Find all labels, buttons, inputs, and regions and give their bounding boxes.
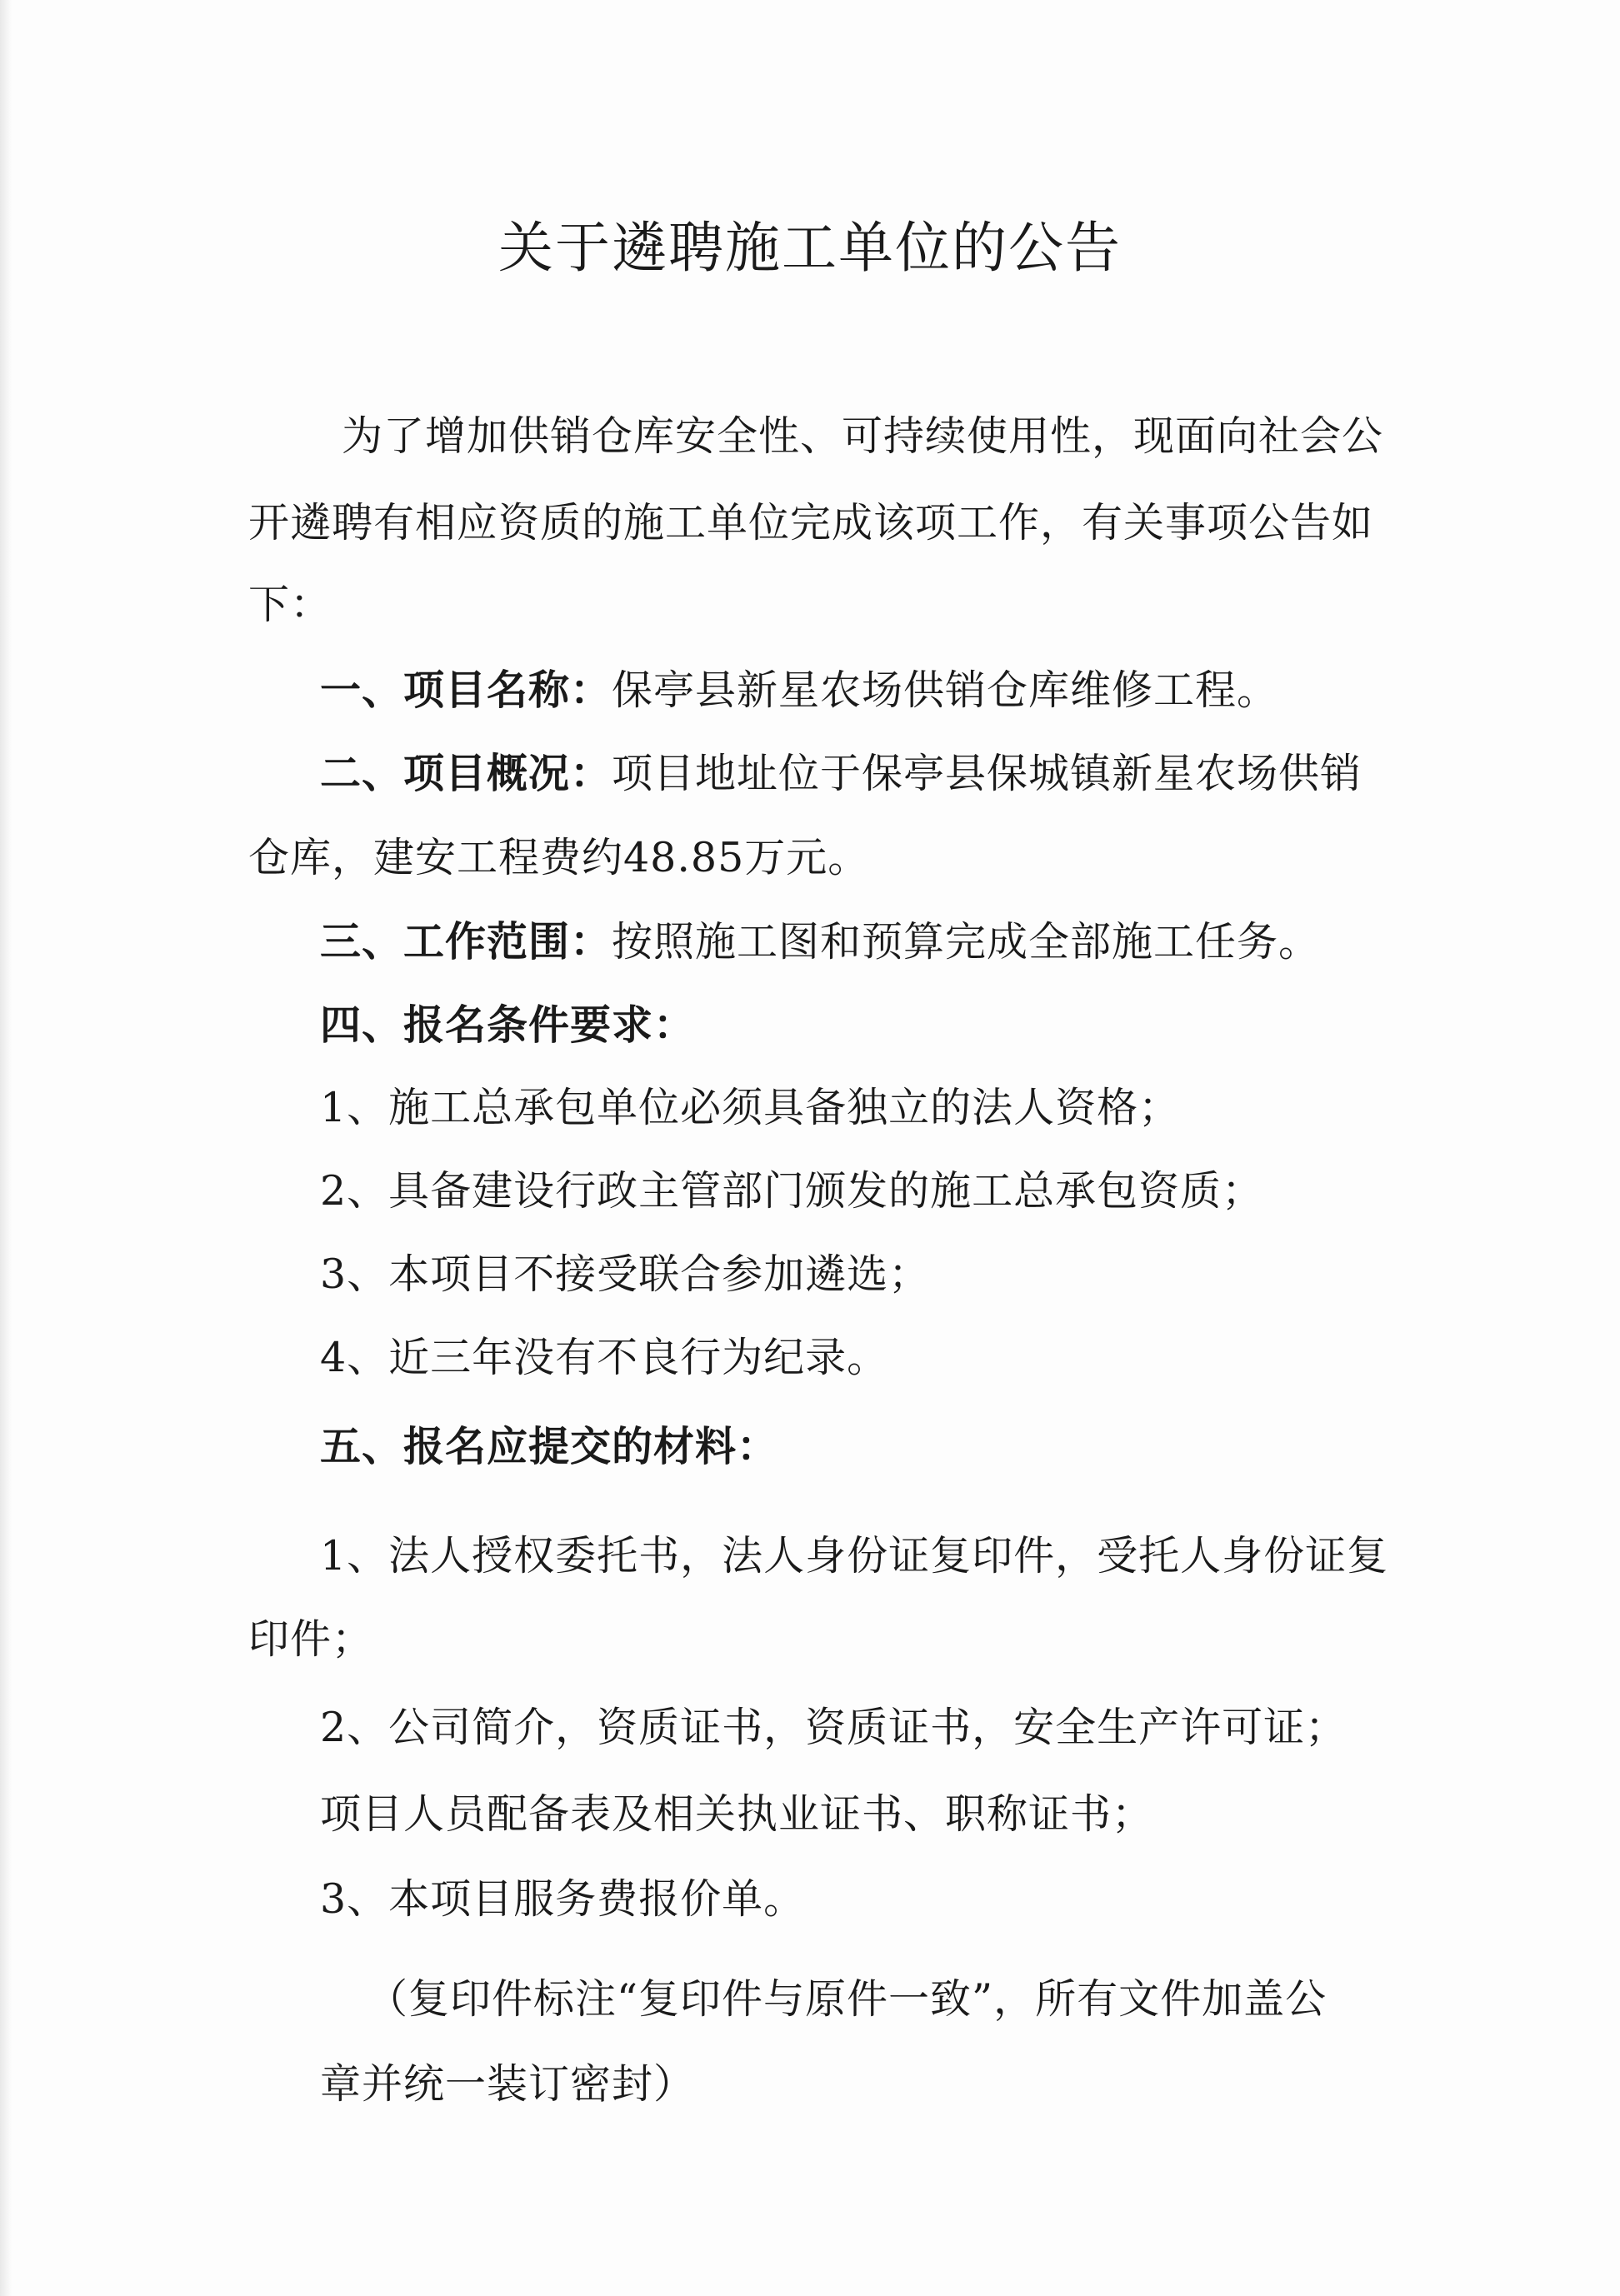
section-5-heading: 五、报名应提交的材料：	[320, 1422, 779, 1470]
section-1	[320, 665, 1478, 716]
material-item-3: 3、本项目服务费报价单。	[320, 1875, 806, 1923]
requirement-item-3: 3、本项目不接受联合参加遴选；	[320, 1250, 931, 1298]
requirement-item-4: 4、近三年没有不良行为纪录。	[320, 1334, 889, 1381]
note-line-2: 章并统一装订密封）	[320, 2060, 696, 2108]
section-3	[320, 916, 1478, 967]
section-3-heading: 三、工作范围：	[320, 917, 612, 966]
section-2	[320, 748, 1478, 799]
material-item-1: 1、法人授权委托书，法人身份证复印件，受托人身份证复	[320, 1532, 1389, 1580]
requirement-item-1: 1、施工总承包单位必须具备独立的法人资格；	[320, 1084, 1181, 1131]
section-1-text: 保亭县新星农场供销仓库维修工程。	[612, 666, 1279, 714]
section-1-heading: 一、项目名称：	[320, 666, 612, 714]
material-item-1-cont: 印件；	[248, 1615, 374, 1663]
section-2-line-2: 仓库，建安工程费约48.85万元。	[248, 834, 870, 881]
section-3-text: 按照施工图和预算完成全部施工任务。	[612, 918, 1321, 966]
section-4-heading: 四、报名条件要求：	[320, 1001, 696, 1049]
page-edge-shadow	[0, 0, 12, 2296]
document-title: 关于遴聘施工单位的公告	[498, 216, 1122, 280]
section-2-text: 项目地址位于保亭县保城镇新星农场供销	[612, 750, 1362, 797]
intro-line-2: 开遴聘有相应资质的施工单位完成该项工作，有关事项公告如	[248, 499, 1374, 547]
material-item-2: 2、公司简介，资质证书，资质证书，安全生产许可证；	[320, 1704, 1348, 1751]
intro-line-1: 为了增加供销仓库安全性、可持续使用性，现面向社会公	[342, 412, 1384, 460]
intro-line-3: 下：	[248, 581, 332, 628]
material-item-2-cont: 项目人员配备表及相关执业证书、职称证书；	[320, 1790, 1154, 1838]
requirement-item-2: 2、具备建设行政主管部门颁发的施工总承包资质；	[320, 1167, 1264, 1215]
note-line-1: （复印件标注“复印件与原件一致”，所有文件加盖公	[367, 1975, 1328, 2023]
section-2-heading: 二、项目概况：	[320, 749, 612, 797]
